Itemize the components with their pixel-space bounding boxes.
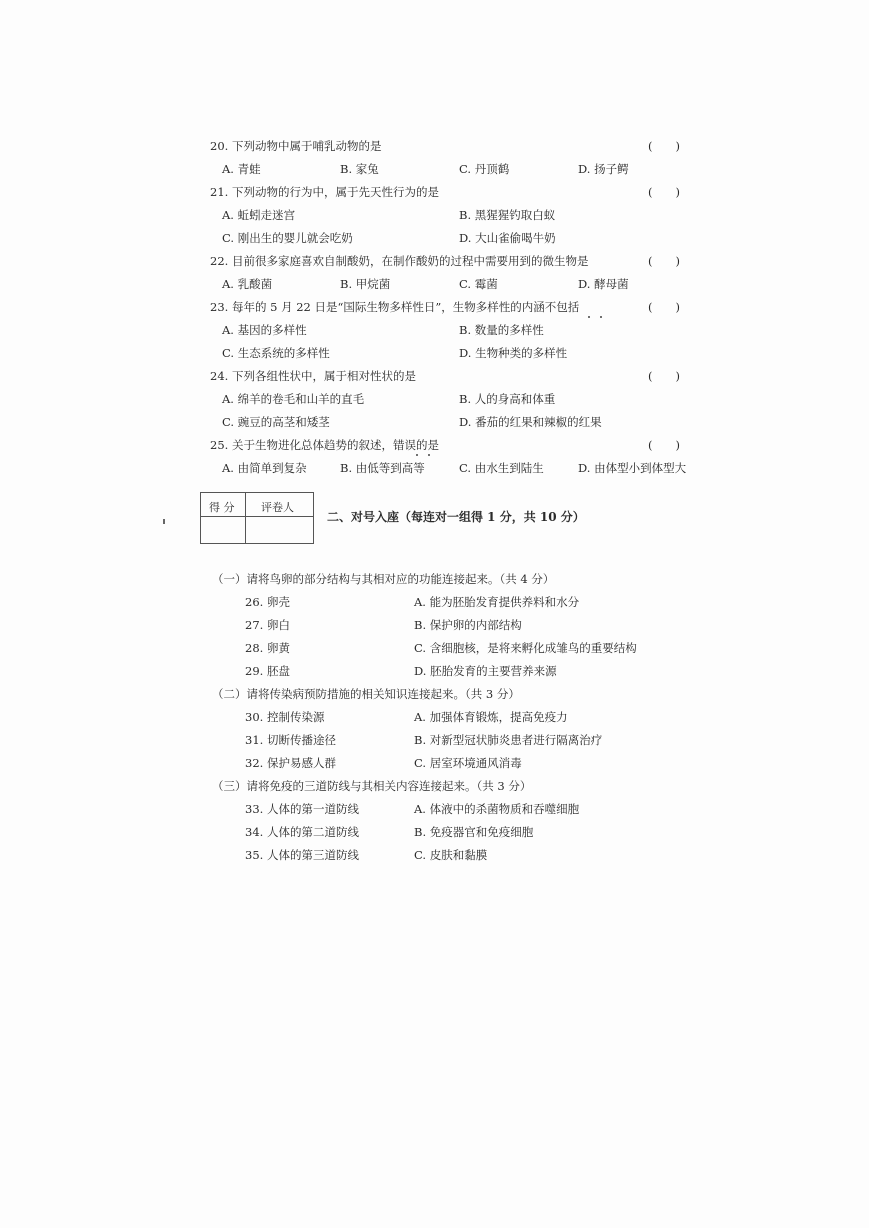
answer-paren-24: ( ) <box>648 369 680 383</box>
q22-option-d: D. 酵母菌 <box>578 277 629 291</box>
g1-left-27: 27. 卵白 <box>245 618 290 632</box>
q20-option-d: D. 扬子鳄 <box>578 162 629 176</box>
q23-option-d: D. 生物种类的多样性 <box>459 346 568 360</box>
g3-right-c: C. 皮肤和黏膜 <box>414 848 488 862</box>
question-21-stem: 21. 下列动物的行为中，属于先天性行为的是 <box>210 185 439 199</box>
emphasis-dot <box>428 454 430 456</box>
score-label: 得 分 <box>209 501 235 514</box>
g1-right-c: C. 含细胞核，是将来孵化成雏鸟的重要结构 <box>414 641 637 655</box>
g1-left-26: 26. 卵壳 <box>245 595 290 609</box>
g1-right-d: D. 胚胎发育的主要营养来源 <box>414 664 557 678</box>
question-24-stem: 24. 下列各组性状中，属于相对性状的是 <box>210 369 416 383</box>
group-1-title: （一）请将鸟卵的部分结构与其相对应的功能连接起来。（共 4 分） <box>212 572 555 586</box>
q20-option-a: A. 青蛙 <box>222 162 261 176</box>
q25-option-c: C. 由水生到陆生 <box>459 461 544 475</box>
g1-left-28: 28. 卵黄 <box>245 641 290 655</box>
q20-option-c: C. 丹顶鹤 <box>459 162 510 176</box>
q23-option-c: C. 生态系统的多样性 <box>222 346 330 360</box>
question-23-stem: 23. 每年的 5 月 22 日是“国际生物多样性日”，生物多样性的内涵不包括 <box>210 300 580 314</box>
emphasis-dot <box>600 316 602 318</box>
q21-option-d: D. 大山雀偷喝牛奶 <box>459 231 556 245</box>
g2-right-c: C. 居室环境通风消毒 <box>414 756 522 770</box>
q24-option-a: A. 绵羊的卷毛和山羊的直毛 <box>222 392 365 406</box>
q20-option-b: B. 家兔 <box>340 162 379 176</box>
q22-option-a: A. 乳酸菌 <box>222 277 273 291</box>
q21-option-a: A. 蚯蚓走迷宫 <box>222 208 296 222</box>
section-2-title: 二、对号入座（每连对一组得 1 分，共 10 分） <box>327 510 585 524</box>
q25-option-d: D. 由体型小到体型大 <box>578 461 687 475</box>
group-3-title: （三）请将免疫的三道防线与其相关内容连接起来。（共 3 分） <box>212 779 532 793</box>
answer-paren-20: ( ) <box>648 139 680 153</box>
g3-right-b: B. 免疫器官和免疫细胞 <box>414 825 534 839</box>
emphasis-dot <box>416 454 418 456</box>
emphasis-dot <box>588 316 590 318</box>
q22-option-b: B. 甲烷菌 <box>340 277 391 291</box>
q24-option-c: C. 豌豆的高茎和矮茎 <box>222 415 330 429</box>
q23-option-a: A. 基因的多样性 <box>222 323 307 337</box>
answer-paren-23: ( ) <box>648 300 680 314</box>
table-divider <box>201 516 313 517</box>
q21-option-c: C. 刚出生的婴儿就会吃奶 <box>222 231 353 245</box>
g3-left-35: 35. 人体的第三道防线 <box>245 848 359 862</box>
q21-option-b: B. 黑猩猩钓取白蚁 <box>459 208 556 222</box>
g1-right-a: A. 能为胚胎发育提供养料和水分 <box>414 595 580 609</box>
answer-paren-22: ( ) <box>648 254 680 268</box>
g2-left-31: 31. 切断传播途径 <box>245 733 336 747</box>
question-25-stem: 25. 关于生物进化总体趋势的叙述，错误的是 <box>210 438 439 452</box>
grader-label: 评卷人 <box>261 501 294 514</box>
q24-option-b: B. 人的身高和体重 <box>459 392 556 406</box>
scan-mark <box>163 519 165 524</box>
g2-left-32: 32. 保护易感人群 <box>245 756 336 770</box>
q24-option-d: D. 番茄的红果和辣椒的红果 <box>459 415 602 429</box>
q25-option-b: B. 由低等到高等 <box>340 461 425 475</box>
g1-right-b: B. 保护卵的内部结构 <box>414 618 522 632</box>
g1-left-29: 29. 胚盘 <box>245 664 290 678</box>
g2-right-a: A. 加强体育锻炼，提高免疫力 <box>414 710 568 724</box>
g3-right-a: A. 体液中的杀菌物质和吞噬细胞 <box>414 802 580 816</box>
g3-left-33: 33. 人体的第一道防线 <box>245 802 359 816</box>
group-2-title: （二）请将传染病预防措施的相关知识连接起来。（共 3 分） <box>212 687 520 701</box>
q22-option-c: C. 霉菌 <box>459 277 498 291</box>
q23-option-b: B. 数量的多样性 <box>459 323 544 337</box>
question-20-stem: 20. 下列动物中属于哺乳动物的是 <box>210 139 382 153</box>
answer-paren-21: ( ) <box>648 185 680 199</box>
answer-paren-25: ( ) <box>648 438 680 452</box>
q25-option-a: A. 由简单到复杂 <box>222 461 307 475</box>
table-divider <box>245 493 246 543</box>
question-22-stem: 22. 目前很多家庭喜欢自制酸奶，在制作酸奶的过程中需要用到的微生物是 <box>210 254 589 268</box>
g2-left-30: 30. 控制传染源 <box>245 710 325 724</box>
g3-left-34: 34. 人体的第二道防线 <box>245 825 359 839</box>
g2-right-b: B. 对新型冠状肺炎患者进行隔离治疗 <box>414 733 603 747</box>
score-table <box>200 492 314 544</box>
